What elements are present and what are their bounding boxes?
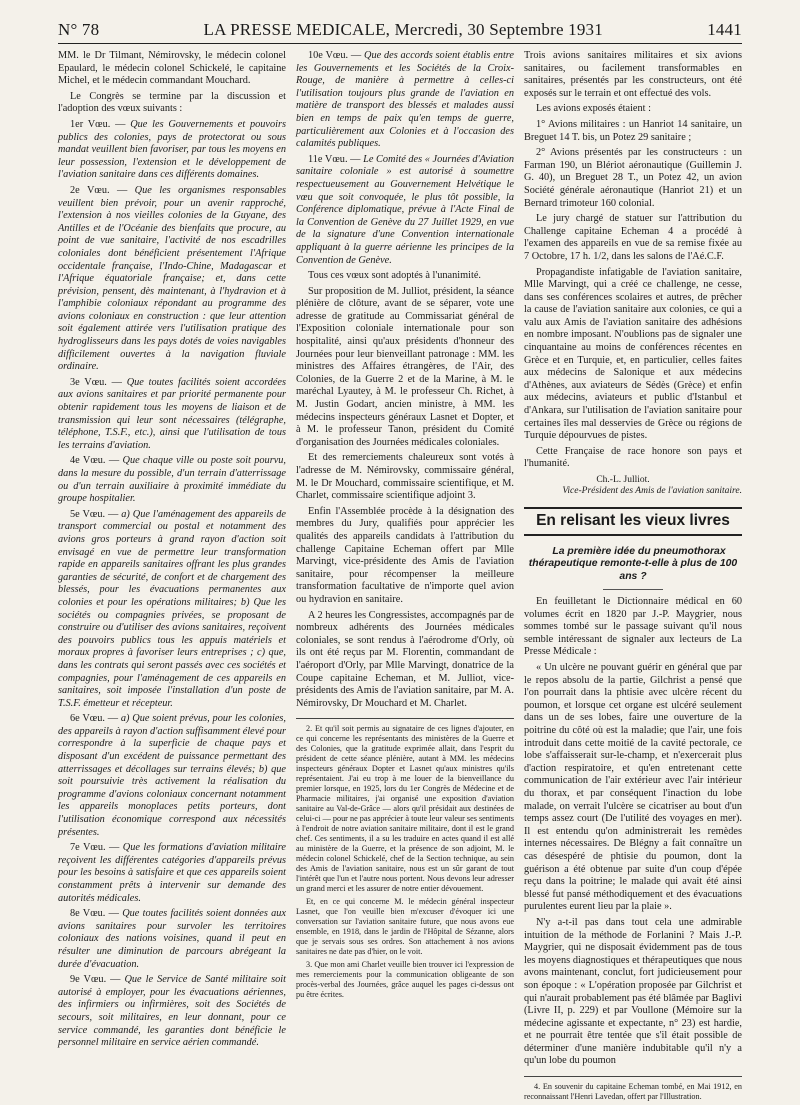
paragraph: Le jury chargé de statuer sur l'attribution du Challenge capitaine Echeman 4 a procédé à l'examen des appareils en vue de sa remise fixée au 7 Octobre, 17 h. 1/2, dans les salons de l'Aé.C.F. [524,213,742,262]
divider [603,589,663,590]
wish-label: 9e Vœu. — [70,974,121,986]
wish-label: 10e Vœu. — [308,50,362,61]
footnote-2-continued: Et, en ce qui concerne M. le médecin général inspecteur Lasnet, que l'on veuille bien m'excuser d'évoquer ici une conversation sur l'aviation sanitaire future, que nous avons eue ensemble, en 1918, dans le jardin de l'Hôpital de Sézanne, alors que je servais sous ses ordres. Son attachement à nos avions sanitaires ne date pas d'hier, on le voit. [296,897,514,957]
wish-text: Le Comité des « Journées d'Aviation sanitaire coloniale » est autorisé à soumettre respectueusement au Gouvernement Helvétique le vœu que soit convoquée, le plus tôt possible, la Conférence diplomatique, prévue à l'Acte Final de la Convention de Genève du 27 Juillet 1929, en vue de la signature d'une Convention internationale appliquant à la guerre aérienne les principes de la Convention de Genève. [296,153,514,266]
paragraph: MM. le Dr Tilmant, Némirovsky, le médecin colonel Epaulard, le médecin colonel Schickelé, le capitaine Michel, et le médecin commandant Mouchard. [58,50,286,87]
wish-text: Que les formations d'aviation militaire reçoivent les différentes catégories d'appareils prévus pour les besoins à satisfaire et que ces appareils soient constamment prêts à intervenir sur demande des autorités médicales. [58,842,286,904]
paragraph: Propagandiste infatigable de l'aviation sanitaire, Mlle Marvingt, qui a créé ce challenge, ne cesse, dans ses conférences scolaires et autres, de prêcher la cause de l'aviation sanitaire aux colonies, ce qui a valu aux Amis de l'aviation sanitaire des adhésions en nombre imposant. N'oublions pas de signaler une cinquantaine au moins de conférences récentes en Grèce et en Turquie, et, en particulier, celles faites aux médecins de Salonique et aux médecins d'Athènes, aux aviateurs de Sédès (Grèce) et enfin aux médecins, aviateurs et public d'Istanbul et d'Ankara, sur l'utilisation de l'aviation sanitaire pour certaines îles mal desservies de Grèce ou régions de Turquie dépourvues de pistes. [524,266,742,442]
paragraph: Sur proposition de M. Julliot, président, la séance plénière de clôture, avant de se séparer, vote une adresse de gratitude au Commissariat général de l'Exposition coloniale internationale pour son hospitalité, ainsi qu'aux présidents d'honneur des Journées pour leur bienveillant patronage : MM. les ministres des Affaires étrangères, de l'Air, des Colonies, de la Guerre 2 et de la Marine, à M. le maréchal Lyautey, à M. le professeur Ch. Richet, à M. Justin Godart, ancien ministre, à MM. les médecins inspecteurs généraux Lasnet et Dopter, et à M. le professeur Tanon, président du Comité d'organisation des Journées médicales coloniales. [296,285,514,448]
author-role: Vice-Président des Amis de l'aviation sanitaire. [562,486,742,496]
footnote-4: 4. En souvenir du capitaine Echeman tombé, en Mai 1912, en reconnaissant l'Henri Lavedan, offert par l'Illustration. [524,1082,742,1102]
paragraph: Tous ces vœux sont adoptés à l'unanimité. [308,270,482,282]
wish-5 [58,509,286,711]
wish-text: Que les organismes responsables veuillent bien prévoir, pour un avenir rapproché, l'extension à nos vieilles colonies de la Guyane, des Antilles et de l'Océanie des bienfaits que procure, au point de vue sanitaire, l'activité de nos escadrilles coloniales dont bénéficient présentement l'Afrique occidentale française, l'Indo-Chine, Madagascar et l'Afrique équatoriale française; et, dans cette prévision, pensent, dès maintenant, à l'hydravion et à l'amphibie coloniaux répondant au programme des avions coloniaux en construction : que leur attention soit également attirée vers l'utilisation pratique des hydroglisseurs dans les pays dotés de voies navigables difficilement ouvertes à la navigation fluviale ordinaire. [58,184,286,373]
page-number: 1441 [707,20,742,39]
wish-8 [58,908,286,971]
paragraph: Trois avions sanitaires militaires et six avions sanitaires, ou facilement transformables en sanitaires, présentés par les constructeurs, ont été exposés sur le terrain et ont effectué des vols. [524,50,742,99]
wish-label: 1er Vœu. — [70,118,126,130]
quotation: « Un ulcère ne pouvant guérir en général que par le repos absolu de la partie, Gilchrist a pensé que l'on pourrait dans la phtisie avec ulcère récent du poumon, et lorsque cet organe est ulcéré seulement dans un de ses lobes, faire une ouverture de la poitrine du côté où est la maladie; que l'air, une fois introduit dans cette moitié de la cavité pectorale, ce lobe s'affaisserait sur-le-champ, et n'exercerait plus d'action respiratoire, et qu'en entretenant cette communication de l'air extérieur avec l'air intérieur du thorax, et par conséquent l'inaction du lobe malade, on verrait l'ulcère se cicatriser au bout d'un temps assez court (De l'utilité des voyages en mer). Il est entendu qu'on administrerait les remèdes internes nécessaires. De Blégny a fait connaître un cas désespéré de phtisie du poumon, dont la guérison a été obtenue par suite d'un coup d'épée reçu dans la poitrine; le malade qui avait été ainsi blessé fut pansé méthodiquement et des évacuations purulentes eurent lieu par la plaie ». [524,662,742,913]
wish-label: 8e Vœu. — [70,908,119,920]
paragraph: Le Congrès se termine par la discussion et l'adoption des vœux suivants : [58,90,286,115]
paragraph: N'y a-t-il pas dans tout cela une admirable intuition de la méthode de Forlanini ? Mais J.-P. Maygrier, qui ne disposait évidemment pas de tous les moyens diagnostiques et thérapeutiques que nous avons maintenant, conclut, fort judicieusement pour son époque : « L'opération proposée par Gilchrist et qui n'aurait probablement pas été blâmée par Baglivi (Livre II, p. 229) et par Voullone (Mémoire sur la médecine agissante et expectante, n° 23) est hardie, et ne pourrait être tentée que s'il était possible de déterminer d'une manière indubitable qu'il n'y a qu'un lobe du poumon [524,916,742,1067]
wish-4 [58,455,286,505]
wish-6 [58,713,286,839]
footnote-3: 3. Que mon ami Charlet veuille bien trouver ici l'expression de mes remerciements pour la communication obligeante de son procès-verbal des Journées, grâce auquel les pages ci-dessus ont pu être écrites. [296,960,514,1000]
wish-label: 3e Vœu. — [70,376,122,388]
wish-label: 6e Vœu. — [70,713,119,725]
column-2 [296,50,514,1003]
article-subhead: La première idée du pneumothorax thérapeutique remonte-t-elle à plus de 100 ans ? [528,545,738,582]
column-1 [58,50,286,1053]
paragraph: 2° Avions présentés par les constructeurs : un Farman 190, un Blériot aéronautique (Guillemin J. G. 40), un Breguet 28 T., un Potez 42, un avion Société générale aéronautique (Hanriot 21) et un Bernard trimoteur 160 colonial. [524,147,742,209]
wish-text: a) Que soient prévus, pour les colonies, des appareils à rayon d'action suffisamment élevé pour correspondre à la superficie de chaque pays et disposant d'un excédent de puissance permettant des atterrissages et décollages sur terrains élevés; b) que soit poursuivie très activement la réalisation du programme d'avions coloniaux concernant notamment les appareils monoplaces petits porteurs, dont l'utilisation économique correspond aux nécessités présentes. [58,713,286,838]
author-name: Ch.-L. Julliot. [596,475,650,485]
wish-text: Que toutes facilités soient données aux avions sanitaires pour survoler les territoires coloniaux des nations voisines, quand il peut en résulter une diminution de parcours abrégeant la durée d'évacuation. [58,908,286,970]
wish-label: 5e Vœu. — [70,508,119,520]
wish-text: Que le Service de Santé militaire soit autorisé à employer, pour les évacuations aériennes, des infirmiers ou infirmières, soit des Sociétés de secours, soit militaires, en leur donnant, pour ce service commandé, les garanties dont bénéficie le personnel militaire en service aérien commandé. [58,974,286,1049]
paragraph: Enfin l'Assemblée procède à la désignation des membres du Jury, qualifiés pour apprécier les qualités des appareils candidats à l'attribution du challenge Capitaine Echeman offert par Mlle Marvingt, vice-présidente des Amis de l'aviation sanitaire, pour récompenser la meilleure transformation facultative de n'importe quel avion ou hydravion en sanitaire. [296,505,514,605]
wish-label: 2e Vœu. — [70,184,128,196]
paragraph: En feuilletant le Dictionnaire médical en 60 volumes écrit en 1820 par J.-P. Maygrier, nous sommes tombé sur le passage suivant qu'il nous semble intéressant de signaler aux lecteurs de La Presse Médicale : [524,596,742,658]
footnote-2: 2. Et qu'il soit permis au signataire de ces lignes d'ajouter, en ce qui concerne les représentants des ministères de la Guerre et des Colonies, que la gratitude exprimée allait, dans l'esprit du président de cette séance plénière, autant à MM. les médecins inspecteurs généraux Dopter et Lasnet qu'aux ministres qu'ils représentaient. J'ai eu trop à me louer de la bienveillance du premier lorsque, en 1925, lors du 1er Congrès de Médecine et de Pharmacie militaires, j'ai organisé une exposition d'aviation sanitaire au Val-de-Grâce — alors qu'il présidait aux destinées de celui-ci — pour ne pas apprécier à toute leur valeur ses sentiments à l'endroit de notre aviation sanitaire militaire, dont il est le grand chef. Ces sentiments, il a su les traduire en actes quand il est allé au ministère de la Guerre, et la présence de son adjoint, M. le médecin colonel Schickelé, chef de la Section technique, au sein des Amis de l'aviation sanitaire, nous est un sûr garant de tout l'intérêt que l'un et l'autre nous portent. Nous devons leur adresser un grand merci et les assurer de notre entier dévouement. [296,724,514,894]
paragraph: 1° Avions militaires : un Hanriot 14 sanitaire, un Breguet 14 T. bis, un Potez 29 sanitaire ; [524,118,742,143]
footnotes [296,718,514,1000]
section-title: En relisant les vieux livres [524,507,742,536]
wish-7 [58,842,286,905]
paragraph: Et des remerciements chaleureux sont votés à l'adresse de M. Némirovsky, commissaire général, M. le Dr Mouchard, commissaire scientifique, et M. Charlet, commissaire scientifique adjoint 3. [296,452,514,502]
paragraph: A 2 heures les Congressistes, accompagnés par de nombreux adhérents des Journées médicales coloniales, se sont rendus à l'aérodrome d'Orly, où ils ont été reçus par M. Florentin, commandant de l'aéroport d'Orly, par Mlle Marvingt, donatrice de la Coupe capitaine Echeman, et M. Julliot, vice-présidents des Amis de l'aviation sanitaire, par M. A. Némirovsky, Dr Mouchard et M. Charlet. [296,609,514,709]
signature-block [524,475,742,497]
masthead-title: LA PRESSE MEDICALE, Mercredi, 30 Septembre 1931 [203,20,603,39]
column-3 [524,50,742,1105]
wish-9 [58,974,286,1050]
wish-text: Que chaque ville ou poste soit pourvu, dans la mesure du possible, d'un terrain d'atterrissage ou d'un terrain auxiliaire à proximité immédiate du groupe hospitalier. [58,455,286,505]
wish-label: 4e Vœu. — [70,455,120,467]
wish-label: 11e Vœu. — [308,153,361,165]
wish-text: Que les Gouvernements et pouvoirs publics des colonies, pays de protectorat ou sous mandat veuillent bien favoriser, par tous les moyens en leur possession, l'extension et le développement de l'aviation sanitaire dans ces différents domaines. [58,118,286,181]
paragraph: Les avions exposés étaient : [536,103,651,115]
wish-3 [58,377,286,453]
wish-text: Que des accords soient établis entre les Gouvernements et les Sociétés de la Croix-Rouge, de manière à permettre à celles-ci l'utilisation toujours plus grande de l'aviation en matière de transport des blessés et malades aussi bien en temps de paix qu'en temps de guerre, particulièrement aux Colonies et à l'occasion des calamités publiques. [296,50,514,150]
wish-text: Que toutes facilités soient accordées aux avions sanitaires et par priorité permanente pour obtenir rapidement tous les moyens de liaison et de transmission qui leur sont nécessaires (télégraphe, téléphone, T.S.F., etc.), ainsi que l'utilisation de tous les terrains d'aviation. [58,376,287,451]
issue-number: N° 78 [58,20,100,39]
page-header [58,14,742,44]
footnotes [524,1076,742,1102]
wish-10 [296,50,514,151]
wish-text: a) Que l'aménagement des appareils de transport commercial ou postal et notamment des avions gros porteurs à grand rayon d'action soit envisagé en vue de permettre leur transformation rapide en appareils sanitaires offrant les plus grandes garanties de sécurité, de confort et de chargement des blessés, pour les évacuations permanentes aux colonies et pour les opérations militaires; b) Que les sociétés ou compagnies privées, se proposant de construire ou d'utiliser des avions sanitaires, reçoivent des pouvoirs publics tous les appuis matériels et moraux propres à favoriser leurs entreprises ; c) que, dans les contrats qui seront passés avec ces sociétés et compagnies, pour l'aménagement de ces appareils en sanitaires, soit imposée l'installation d'un poste de T.S.F. émetteur et récepteur. [58,508,286,709]
wish-11 [296,154,514,267]
wish-2 [58,185,286,374]
wish-label: 7e Vœu. — [70,842,120,854]
wish-1 [58,119,286,182]
paragraph: Cette Française de race honore son pays et l'humanité. [524,445,742,470]
